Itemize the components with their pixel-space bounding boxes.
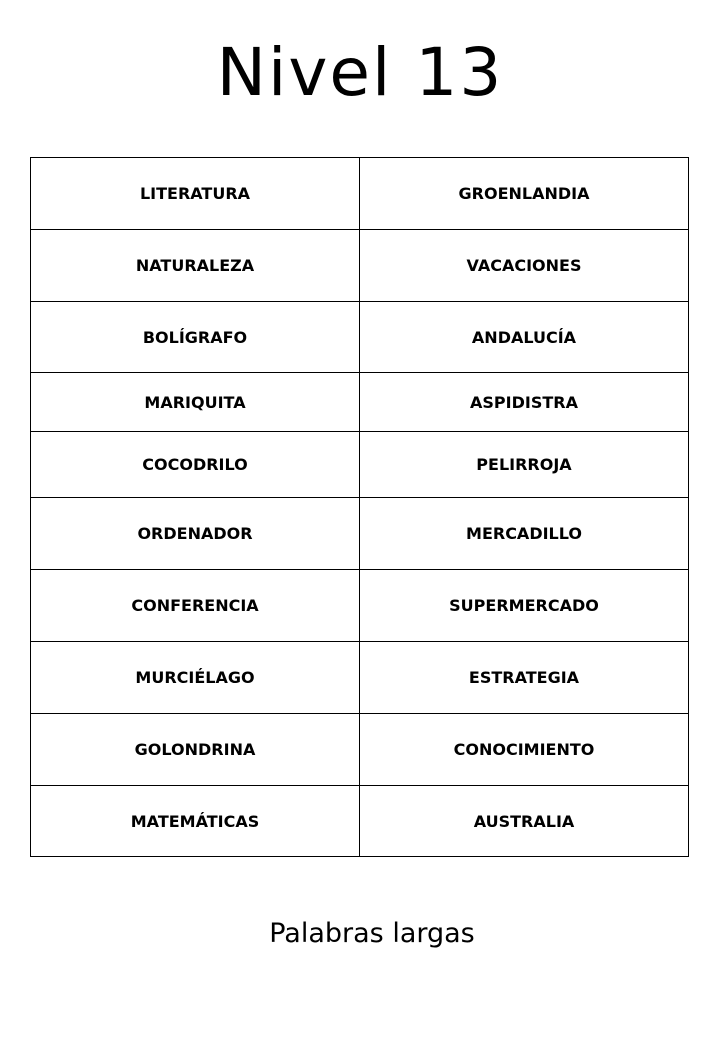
footer-caption: Palabras largas	[269, 918, 475, 949]
page-title: Nivel 13	[216, 34, 504, 111]
word-cell: ORDENADOR	[31, 498, 360, 570]
word-cell: CONOCIMIENTO	[360, 714, 689, 786]
table-row	[31, 302, 689, 373]
word-cell: LITERATURA	[31, 158, 360, 230]
word-cell: ESTRATEGIA	[360, 642, 689, 714]
word-cell: BOLÍGRAFO	[31, 302, 360, 373]
word-cell: MARIQUITA	[31, 373, 360, 432]
table-row	[31, 158, 689, 230]
word-cell: SUPERMERCADO	[360, 570, 689, 642]
table-row	[31, 230, 689, 302]
word-cell: ANDALUCÍA	[360, 302, 689, 373]
word-cell: COCODRILO	[31, 432, 360, 498]
word-cell: CONFERENCIA	[31, 570, 360, 642]
word-cell: MURCIÉLAGO	[31, 642, 360, 714]
table-row	[31, 373, 689, 432]
word-cell: PELIRROJA	[360, 432, 689, 498]
word-cell: VACACIONES	[360, 230, 689, 302]
word-cell: ASPIDISTRA	[360, 373, 689, 432]
table-row	[31, 642, 689, 714]
table-row	[31, 714, 689, 786]
word-cell: MERCADILLO	[360, 498, 689, 570]
table-row	[31, 432, 689, 498]
word-cell: GROENLANDIA	[360, 158, 689, 230]
word-cell: AUSTRALIA	[360, 786, 689, 857]
word-table	[30, 157, 689, 857]
word-cell: GOLONDRINA	[31, 714, 360, 786]
table-row	[31, 570, 689, 642]
table-row	[31, 786, 689, 857]
word-cell: NATURALEZA	[31, 230, 360, 302]
table-row	[31, 498, 689, 570]
word-cell: MATEMÁTICAS	[31, 786, 360, 857]
